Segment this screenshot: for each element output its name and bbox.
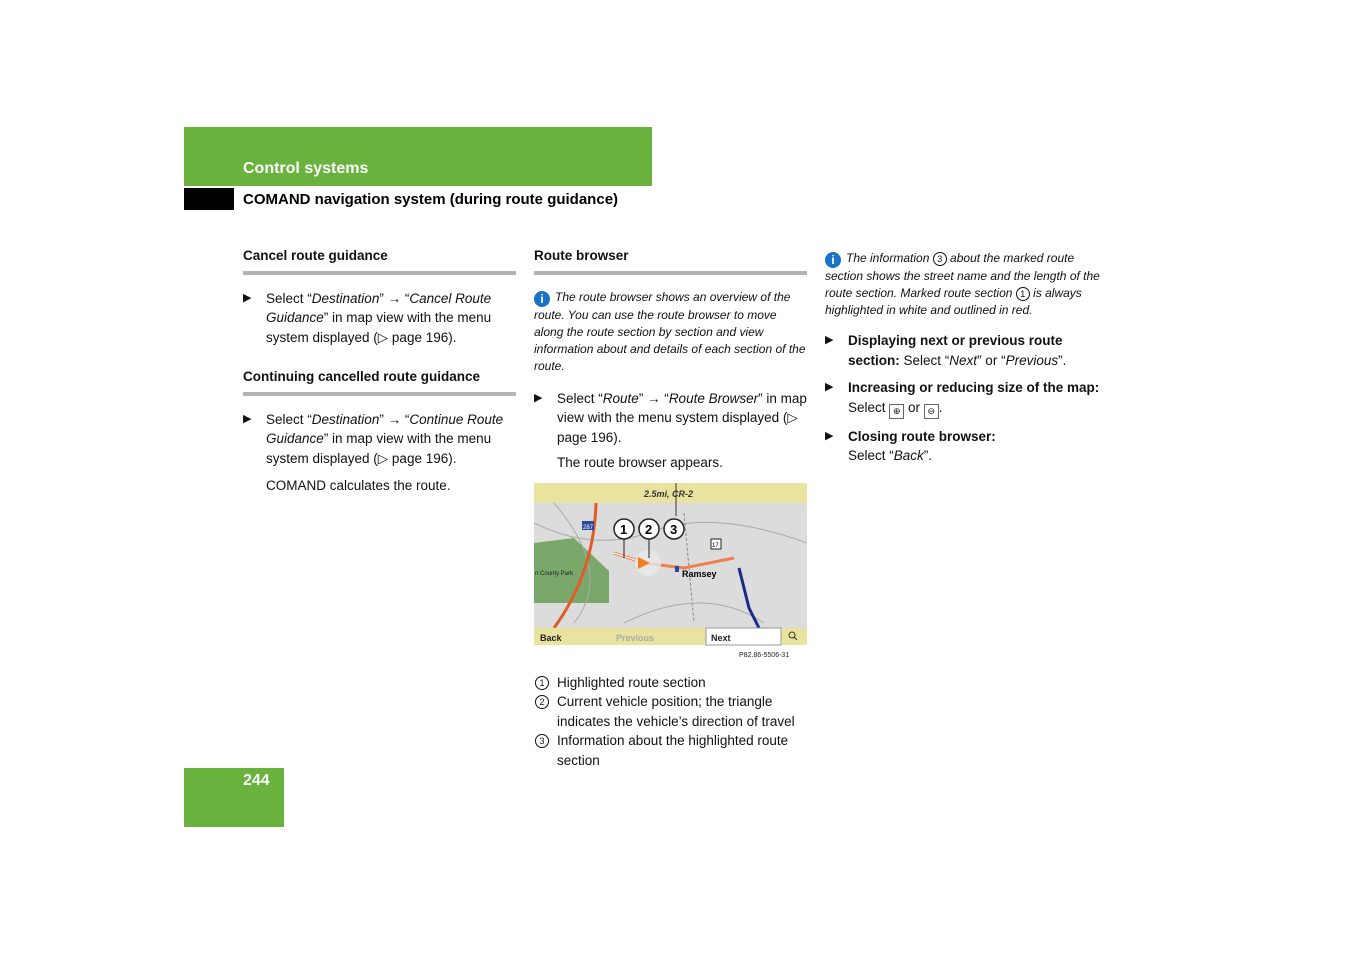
column-left xyxy=(243,246,516,496)
legend-item: 3 Information about the highlighted route section xyxy=(534,731,807,770)
continue-result: COMAND calculates the route. xyxy=(266,478,451,493)
map-town-label: Ramsey xyxy=(682,568,717,579)
map-previous-softkey: Previous xyxy=(616,632,655,643)
route-browser-map-figure xyxy=(534,483,807,663)
page-number: 244 xyxy=(243,772,270,789)
next-previous-step: ▶ Displaying next or previous route section: Select “Next” or “Previous”. xyxy=(825,333,1067,368)
step-arrow-icon: ▶ xyxy=(243,291,252,304)
svg-text:1: 1 xyxy=(620,521,628,537)
map-back-softkey: Back xyxy=(540,632,562,643)
column-middle xyxy=(534,246,807,770)
info-note: i The information 3 about the marked route section shows the street name and the length of the route section. Marked route section 1 is always highlighted in white and outlined in red. xyxy=(825,251,1100,317)
step-arrow-icon: ▶ xyxy=(825,381,834,393)
map-image-code: P82.86-5506-31 xyxy=(739,651,790,659)
step-arrow-icon: ▶ xyxy=(825,429,834,442)
map-park-label: n County Park xyxy=(535,570,574,577)
cancel-step: ▶ Select “Destination” → “Cancel Route Guidance” in map view with the menu system displayed (▷ page 196). xyxy=(243,290,492,345)
map-info-bar: 2.5mi, CR-2 xyxy=(644,488,694,499)
map-next-softkey: Next xyxy=(711,632,731,643)
interstate-label: 287 xyxy=(583,524,594,531)
subsection-title: COMAND navigation system (during route guidance) xyxy=(243,191,619,208)
svg-text:2: 2 xyxy=(645,521,653,537)
route-browser-note: i The route browser shows an overview of the route. You can use the route browser to move along the route section by section and view information about and details of each section of the route. xyxy=(534,289,806,373)
continue-heading: Continuing cancelled route guidance xyxy=(243,367,516,396)
zoom-in-icon: ⊕ xyxy=(889,404,904,419)
continue-step: ▶ Select “Destination” → “Continue Route Guidance” in map view with the menu system displayed (▷ page 196). xyxy=(243,411,504,466)
cancel-heading: Cancel route guidance xyxy=(243,246,516,275)
step-arrow-icon: ▶ xyxy=(534,391,543,404)
zoom-step: ▶ Increasing or reducing size of the map: Select ⊕ or ⊖ . xyxy=(825,378,1100,419)
map-image xyxy=(534,483,807,663)
route-browser-result: The route browser appears. xyxy=(557,455,723,470)
svg-text:3: 3 xyxy=(670,521,678,537)
legend-item: 1 Highlighted route section xyxy=(534,673,807,693)
section-title: Control systems xyxy=(243,160,369,177)
route-shield-label: 17 xyxy=(712,542,719,549)
zoom-out-icon: ⊖ xyxy=(924,404,939,419)
route-browser-heading: Route browser xyxy=(534,246,807,275)
header-marker xyxy=(184,188,234,210)
legend-item: 2 Current vehicle position; the triangle indicates the vehicle’s direction of travel xyxy=(534,692,807,731)
column-right xyxy=(825,250,1100,474)
step-arrow-icon: ▶ xyxy=(825,334,834,346)
info-icon: i xyxy=(534,291,550,307)
route-browser-step: ▶ Select “Route” → “Route Browser” in map view with the menu system displayed (▷ page 196). xyxy=(534,390,807,445)
step-arrow-icon: ▶ xyxy=(243,412,252,425)
info-icon: i xyxy=(825,252,841,268)
close-browser-step: ▶ Closing route browser: Select “Back”. xyxy=(825,428,996,463)
